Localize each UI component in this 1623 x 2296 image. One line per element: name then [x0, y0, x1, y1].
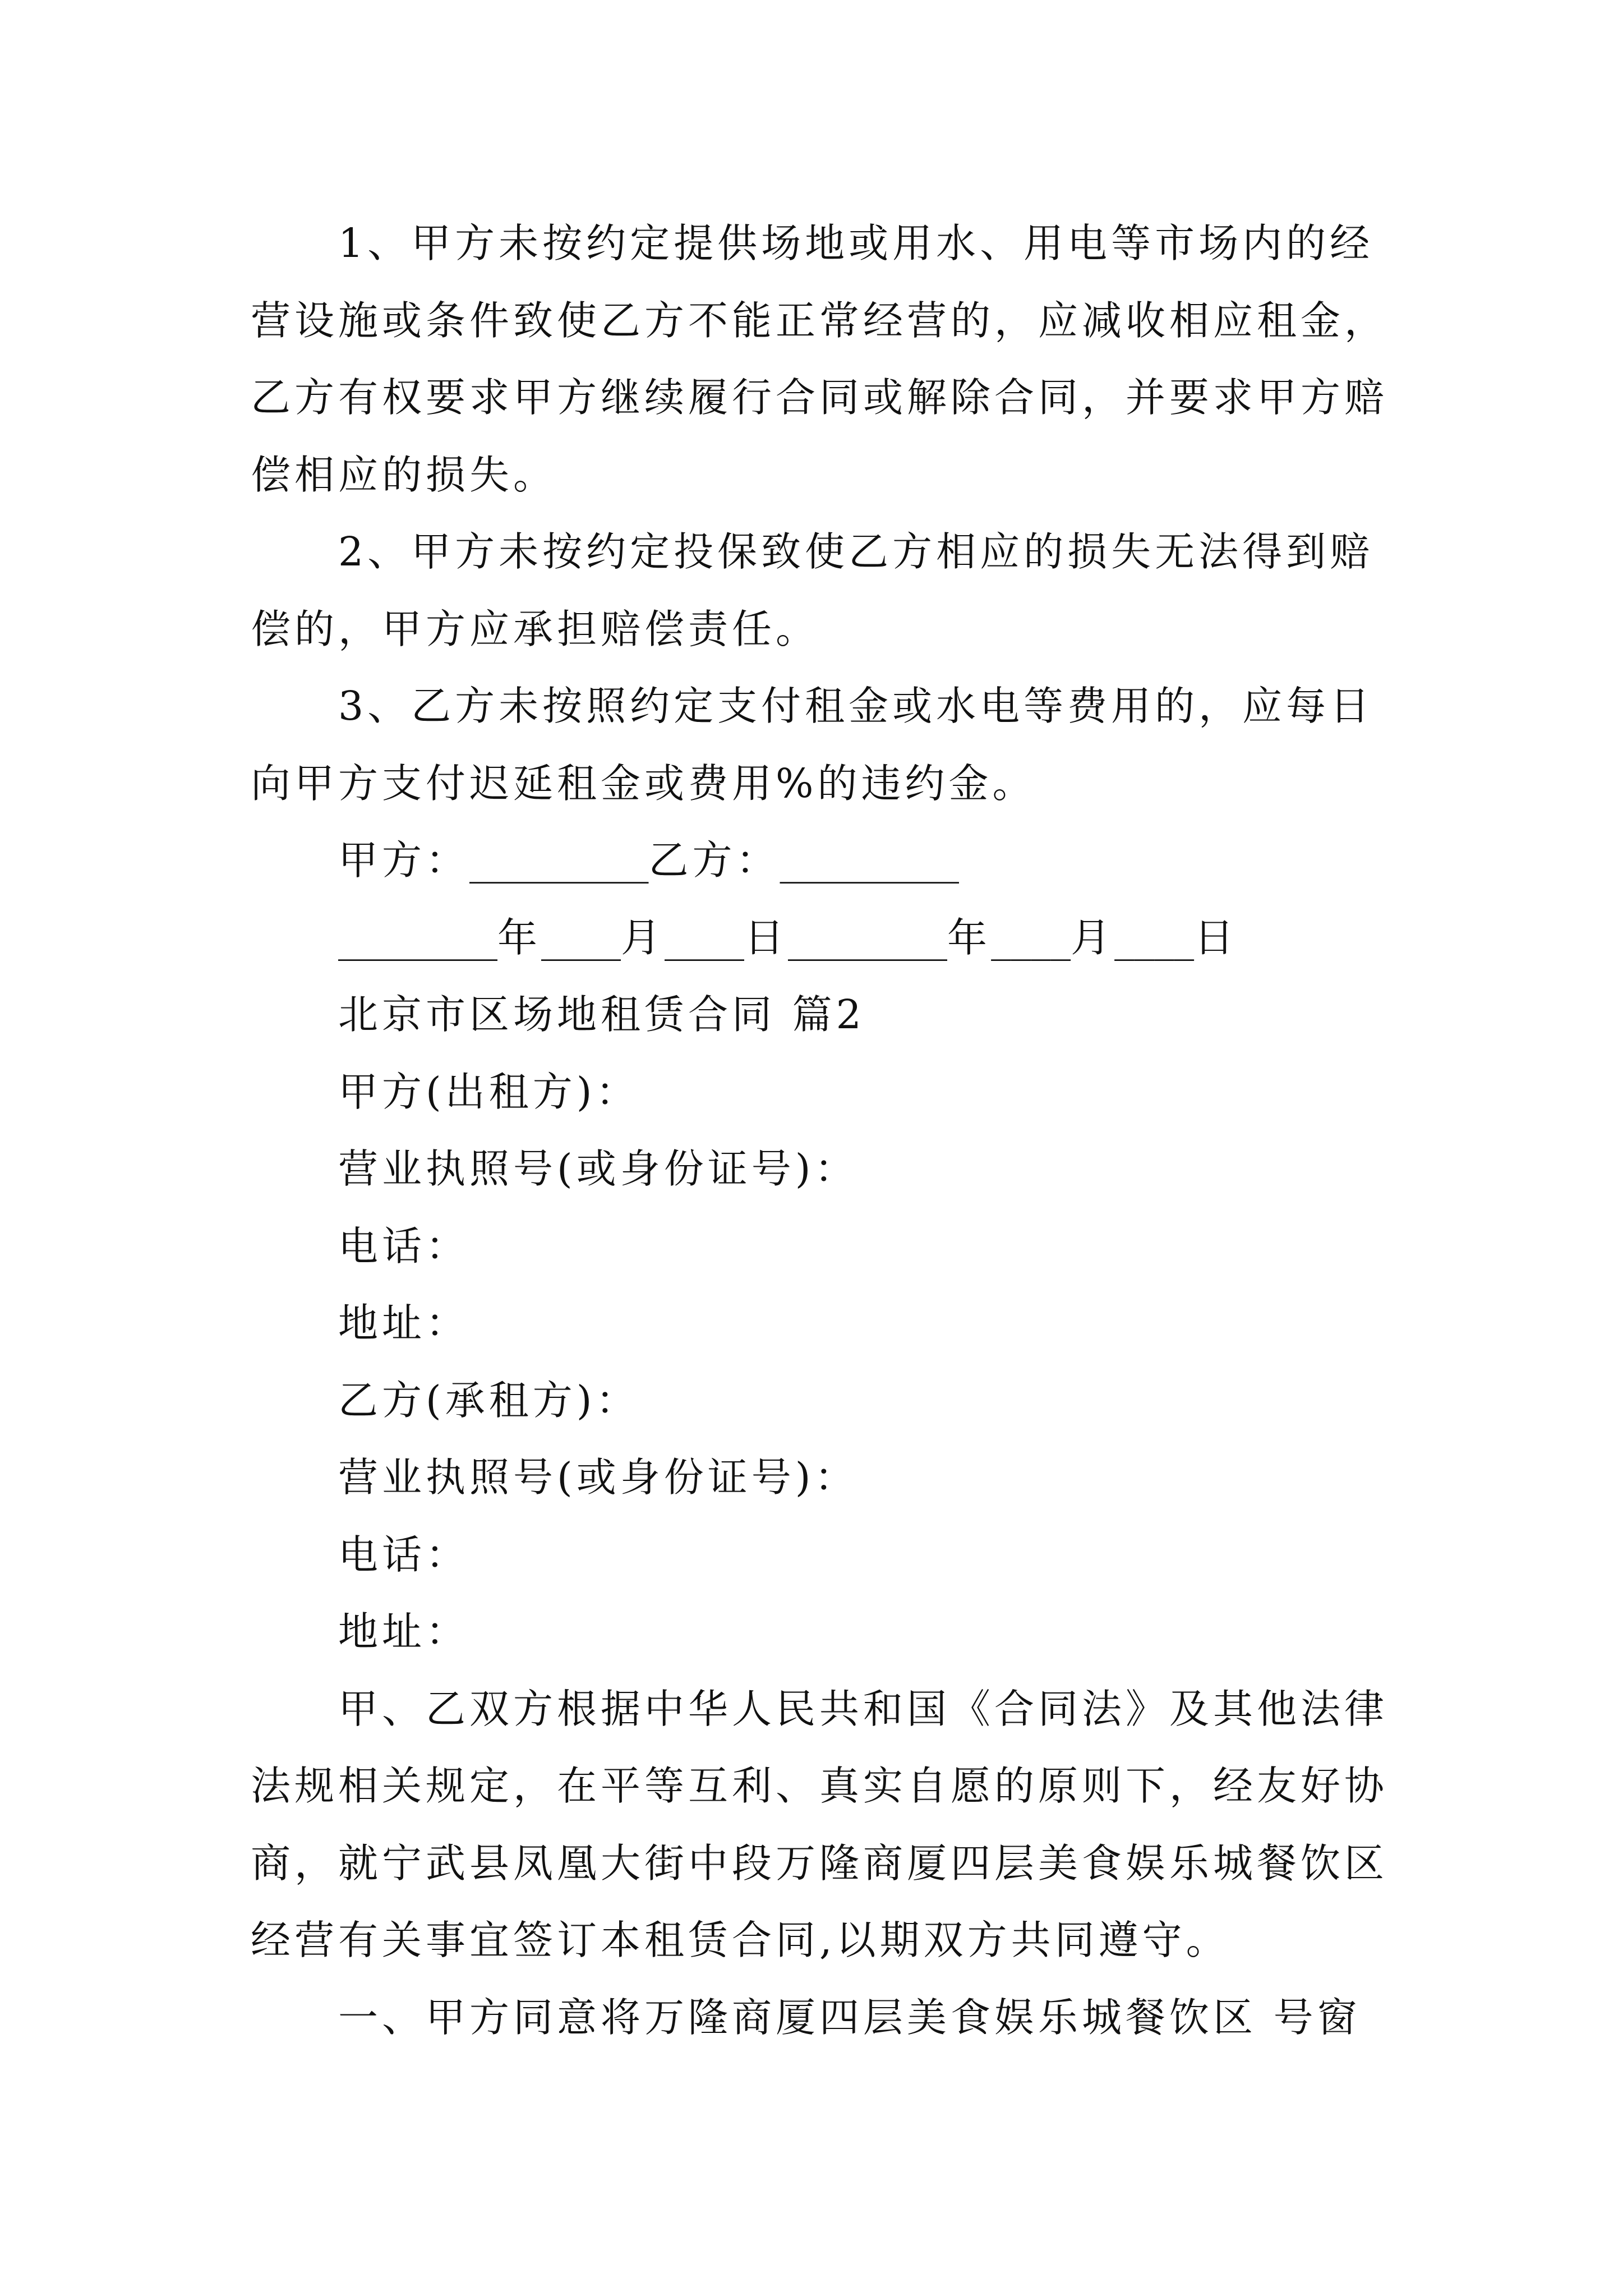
- clause-2-line-1: 2、甲方未按约定投保致使乙方相应的损失无法得到赔: [338, 528, 1374, 575]
- blank-field: ____: [991, 914, 1071, 961]
- lessor-license-no: 营业执照号(或身份证号)：: [338, 1145, 859, 1192]
- article-1-line-1: 一、甲方同意将万隆商厦四层美食娱乐城餐饮区 号窗: [338, 1994, 1361, 2041]
- breach-clause-2: [251, 513, 1484, 668]
- blank-field: ________: [788, 914, 948, 961]
- blank-field: _________: [469, 837, 649, 884]
- preamble-line-3: 商，就宁武县凤凰大街中段万隆商厦四层美食娱乐城餐饮区: [251, 1839, 1389, 1887]
- lessee-phone: 电话：: [338, 1531, 470, 1578]
- lessee-info: [251, 1362, 1484, 1671]
- signature-date-line: ________年____月____日________年____月____日: [338, 914, 1238, 961]
- breach-clause-1: [251, 205, 1484, 513]
- clause-1-line-1: 1、甲方未按约定提供场地或用水、用电等市场内的经: [338, 220, 1374, 266]
- breach-clause-3: [251, 668, 1484, 822]
- document-body: [251, 205, 1484, 2056]
- blank-field: ____: [541, 914, 621, 961]
- preamble-line-1: 甲、乙双方根据中华人民共和国《合同法》及其他法律: [338, 1685, 1389, 1732]
- blank-field: _________: [780, 837, 960, 884]
- lessor-phone: 电话：: [338, 1222, 470, 1269]
- clause-2-line-2: 偿的，甲方应承担赔偿责任。: [251, 605, 820, 652]
- preamble-line-4: 经营有关事宜签订本租赁合同,以期双方共同遵守。: [251, 1917, 1230, 1963]
- clause-3-line-2: 向甲方支付迟延租金或费用%的违约金。: [251, 760, 1036, 807]
- lessee-address: 地址：: [338, 1608, 470, 1655]
- contract-2-heading: 北京市区场地租赁合同 篇2: [338, 991, 865, 1038]
- article-1: [251, 1979, 1484, 2056]
- blank-field: ____: [665, 914, 745, 961]
- lessor-address: 地址：: [338, 1300, 470, 1346]
- lessor-info: [251, 1053, 1484, 1362]
- clause-1-line-2: 营设施或条件致使乙方不能正常经营的，应减收相应租金，: [251, 297, 1389, 344]
- contract-preamble: [251, 1671, 1484, 1979]
- clause-3-line-1: 3、乙方未按照约定支付租金或水电等费用的，应每日: [338, 683, 1374, 729]
- signature-parties-line: 甲方：_________乙方：_________: [338, 837, 960, 884]
- blank-field: ____: [1114, 914, 1195, 961]
- lessor-title: 甲方(出租方)：: [338, 1068, 640, 1115]
- lessee-title: 乙方(承租方)：: [338, 1377, 640, 1424]
- blank-field: ________: [338, 914, 497, 961]
- preamble-line-2: 法规相关规定，在平等互利、真实自愿的原则下，经友好协: [251, 1763, 1389, 1809]
- clause-1-line-3: 乙方有权要求甲方继续履行合同或解除合同，并要求甲方赔: [251, 374, 1389, 421]
- clause-1-line-4: 偿相应的损失。: [251, 451, 557, 498]
- signature-block: [251, 822, 1484, 976]
- lessee-license-no: 营业执照号(或身份证号)：: [338, 1454, 859, 1501]
